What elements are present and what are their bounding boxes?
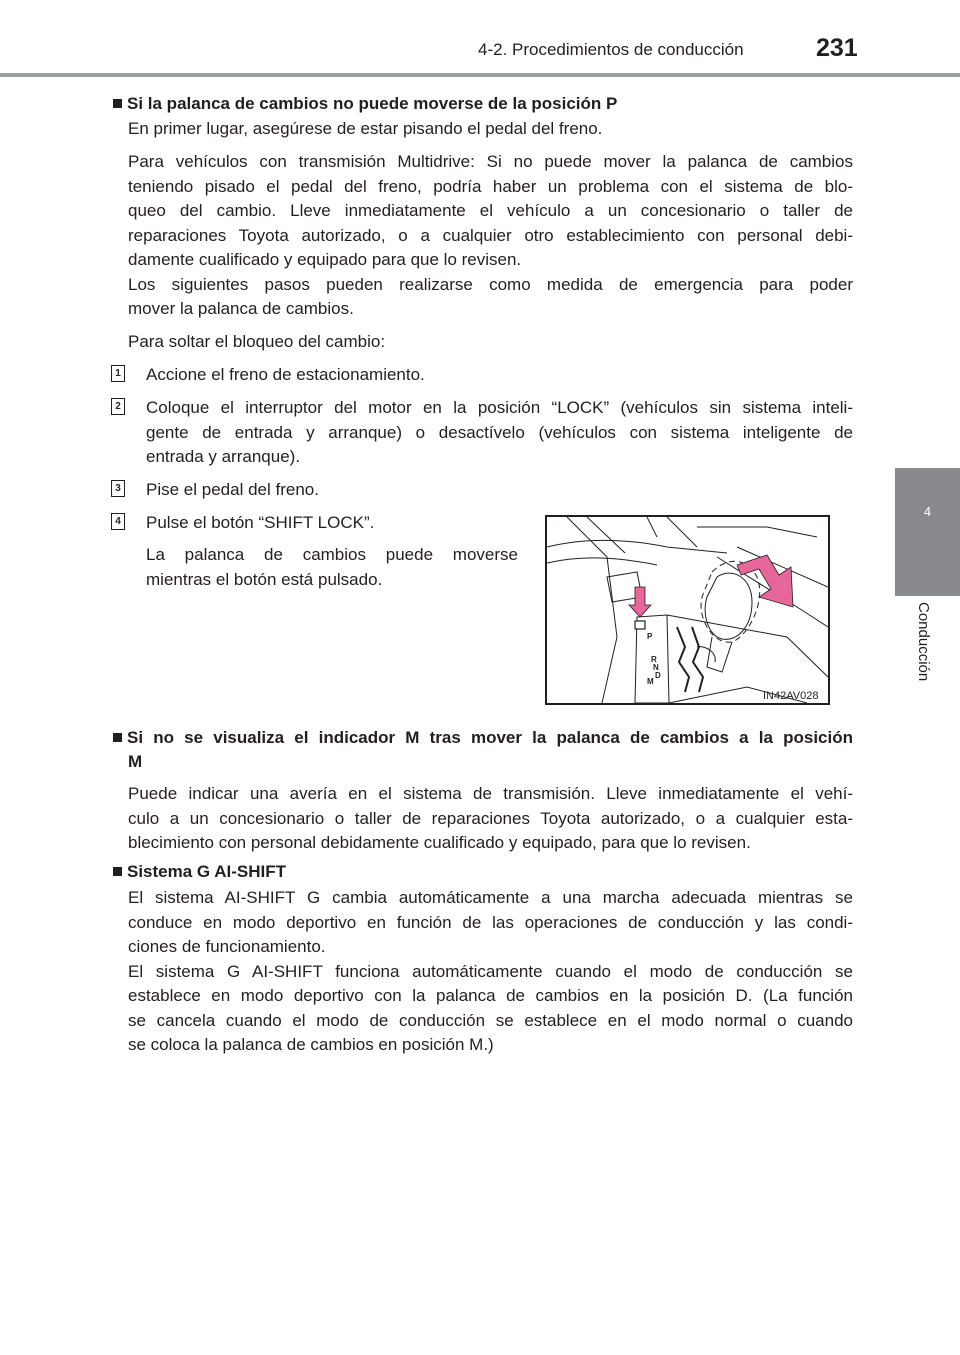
section-heading-m-indicator bbox=[113, 726, 853, 774]
heading-line: Si no se visualiza el indicador M tras mover la palanca de cambios a la posición bbox=[127, 728, 853, 747]
text-line: se cancela cuando el modo de conducción se establece en el modo normal o cuando bbox=[128, 1010, 853, 1030]
bullet-square-icon bbox=[113, 733, 122, 742]
step-number-3: 3 bbox=[111, 480, 125, 497]
paragraph-m-indicator bbox=[128, 782, 853, 856]
paragraph-release-lock: Para soltar el bloqueo del cambio: bbox=[128, 332, 386, 351]
gate-letter: D bbox=[655, 671, 661, 680]
text-line: mientras el botón está pulsado. bbox=[146, 569, 383, 589]
gate-letter: M bbox=[647, 677, 654, 686]
press-arrow-icon bbox=[629, 587, 651, 617]
step-1-text: Accione el freno de estacionamiento. bbox=[146, 365, 425, 384]
page-number: 231 bbox=[816, 34, 858, 62]
gate-letter: P bbox=[647, 632, 653, 641]
step-2-text bbox=[146, 396, 853, 470]
text-line: establece en modo deportivo con la palanca de cambios en la posición D. (La función bbox=[128, 986, 853, 1005]
text-line: Puede indicar una avería en el sistema de transmisión. Lleve inmediatamente el vehí- bbox=[128, 784, 853, 803]
bullet-square-icon bbox=[113, 99, 122, 108]
paragraph-multidrive bbox=[128, 150, 853, 322]
text-line: culo a un concesionario o taller de reparaciones Toyota autorizado, o a cualquier esta- bbox=[128, 808, 853, 828]
text-line: queo del cambio. Lleve inmediatamente el vehículo a un concesionario o taller de bbox=[128, 201, 853, 220]
chapter-tab bbox=[895, 468, 960, 596]
shift-lock-button-icon bbox=[635, 621, 645, 629]
step-number-4: 4 bbox=[111, 513, 125, 530]
header-section-title: 4-2. Procedimientos de conducción bbox=[478, 40, 744, 59]
text-line: blecimiento con personal debidamente cualificado y equipado, para que lo revisen. bbox=[128, 833, 751, 852]
heading-line: M bbox=[128, 752, 143, 771]
text-line: El sistema G AI-SHIFT funciona automáticamente cuando el modo de conducción se bbox=[128, 961, 853, 981]
text-line: ciones de funcionamiento. bbox=[128, 937, 326, 956]
illustration-code: IN42AV028 bbox=[763, 690, 819, 702]
bullet-square-icon bbox=[113, 867, 122, 876]
step-number-2: 2 bbox=[111, 398, 125, 415]
chapter-number: 4 bbox=[923, 504, 932, 519]
text-line: gente de entrada y arranque) o desactívelo (vehículos con sistema inteligente de bbox=[146, 422, 853, 442]
paragraph: En primer lugar, asegúrese de estar pisando el pedal del freno. bbox=[128, 119, 603, 138]
step-number-1: 1 bbox=[111, 365, 125, 382]
text-line: Para vehículos con transmisión Multidrive: Si no puede mover la palanca de cambios bbox=[128, 152, 853, 171]
section-heading-ai-shift: Sistema G AI-SHIFT bbox=[113, 860, 853, 884]
section-heading-p-position: Si la palanca de cambios no puede moverse de la posición P bbox=[113, 92, 853, 116]
text-line: entrada y arranque). bbox=[146, 447, 301, 466]
paragraph-ai-shift bbox=[128, 886, 853, 1058]
text-line: El sistema AI-SHIFT G cambia automáticamente a una marcha adecuada mientras se bbox=[128, 888, 853, 907]
gate-letter: R bbox=[651, 655, 657, 664]
shift-lock-illustration bbox=[545, 515, 830, 705]
text-line: teniendo pisado el pedal del freno, podría haber un problema con el sistema de blo- bbox=[128, 176, 853, 196]
gate-letter: N bbox=[653, 663, 659, 672]
text-line: Los siguientes pasos pueden realizarse como medida de emergencia para poder bbox=[128, 274, 853, 294]
text-line: mover la palanca de cambios. bbox=[128, 299, 354, 318]
text-line: damente cualificado y equipado para que lo revisen. bbox=[128, 250, 522, 269]
chapter-label-box bbox=[896, 596, 960, 736]
text-line: se coloca la palanca de cambios en posición M.) bbox=[128, 1035, 494, 1054]
step-3-text: Pise el pedal del freno. bbox=[146, 480, 319, 499]
step-4-text: Pulse el botón “SHIFT LOCK”. bbox=[146, 513, 375, 532]
step-4-note bbox=[146, 543, 518, 592]
header-divider bbox=[0, 73, 960, 77]
chapter-label: Conducción bbox=[915, 602, 932, 682]
text-line: La palanca de cambios puede moverse bbox=[146, 545, 518, 564]
text-line: conduce en modo deportivo en función de las operaciones de conducción y las condi- bbox=[128, 912, 853, 932]
shift-lever-drawing bbox=[547, 517, 828, 703]
text-line: Coloque el interruptor del motor en la posición “LOCK” (vehículos sin sistema inteli- bbox=[146, 398, 853, 417]
text-line: reparaciones Toyota autorizado, o a cualquier otro establecimiento con personal debi- bbox=[128, 225, 853, 245]
